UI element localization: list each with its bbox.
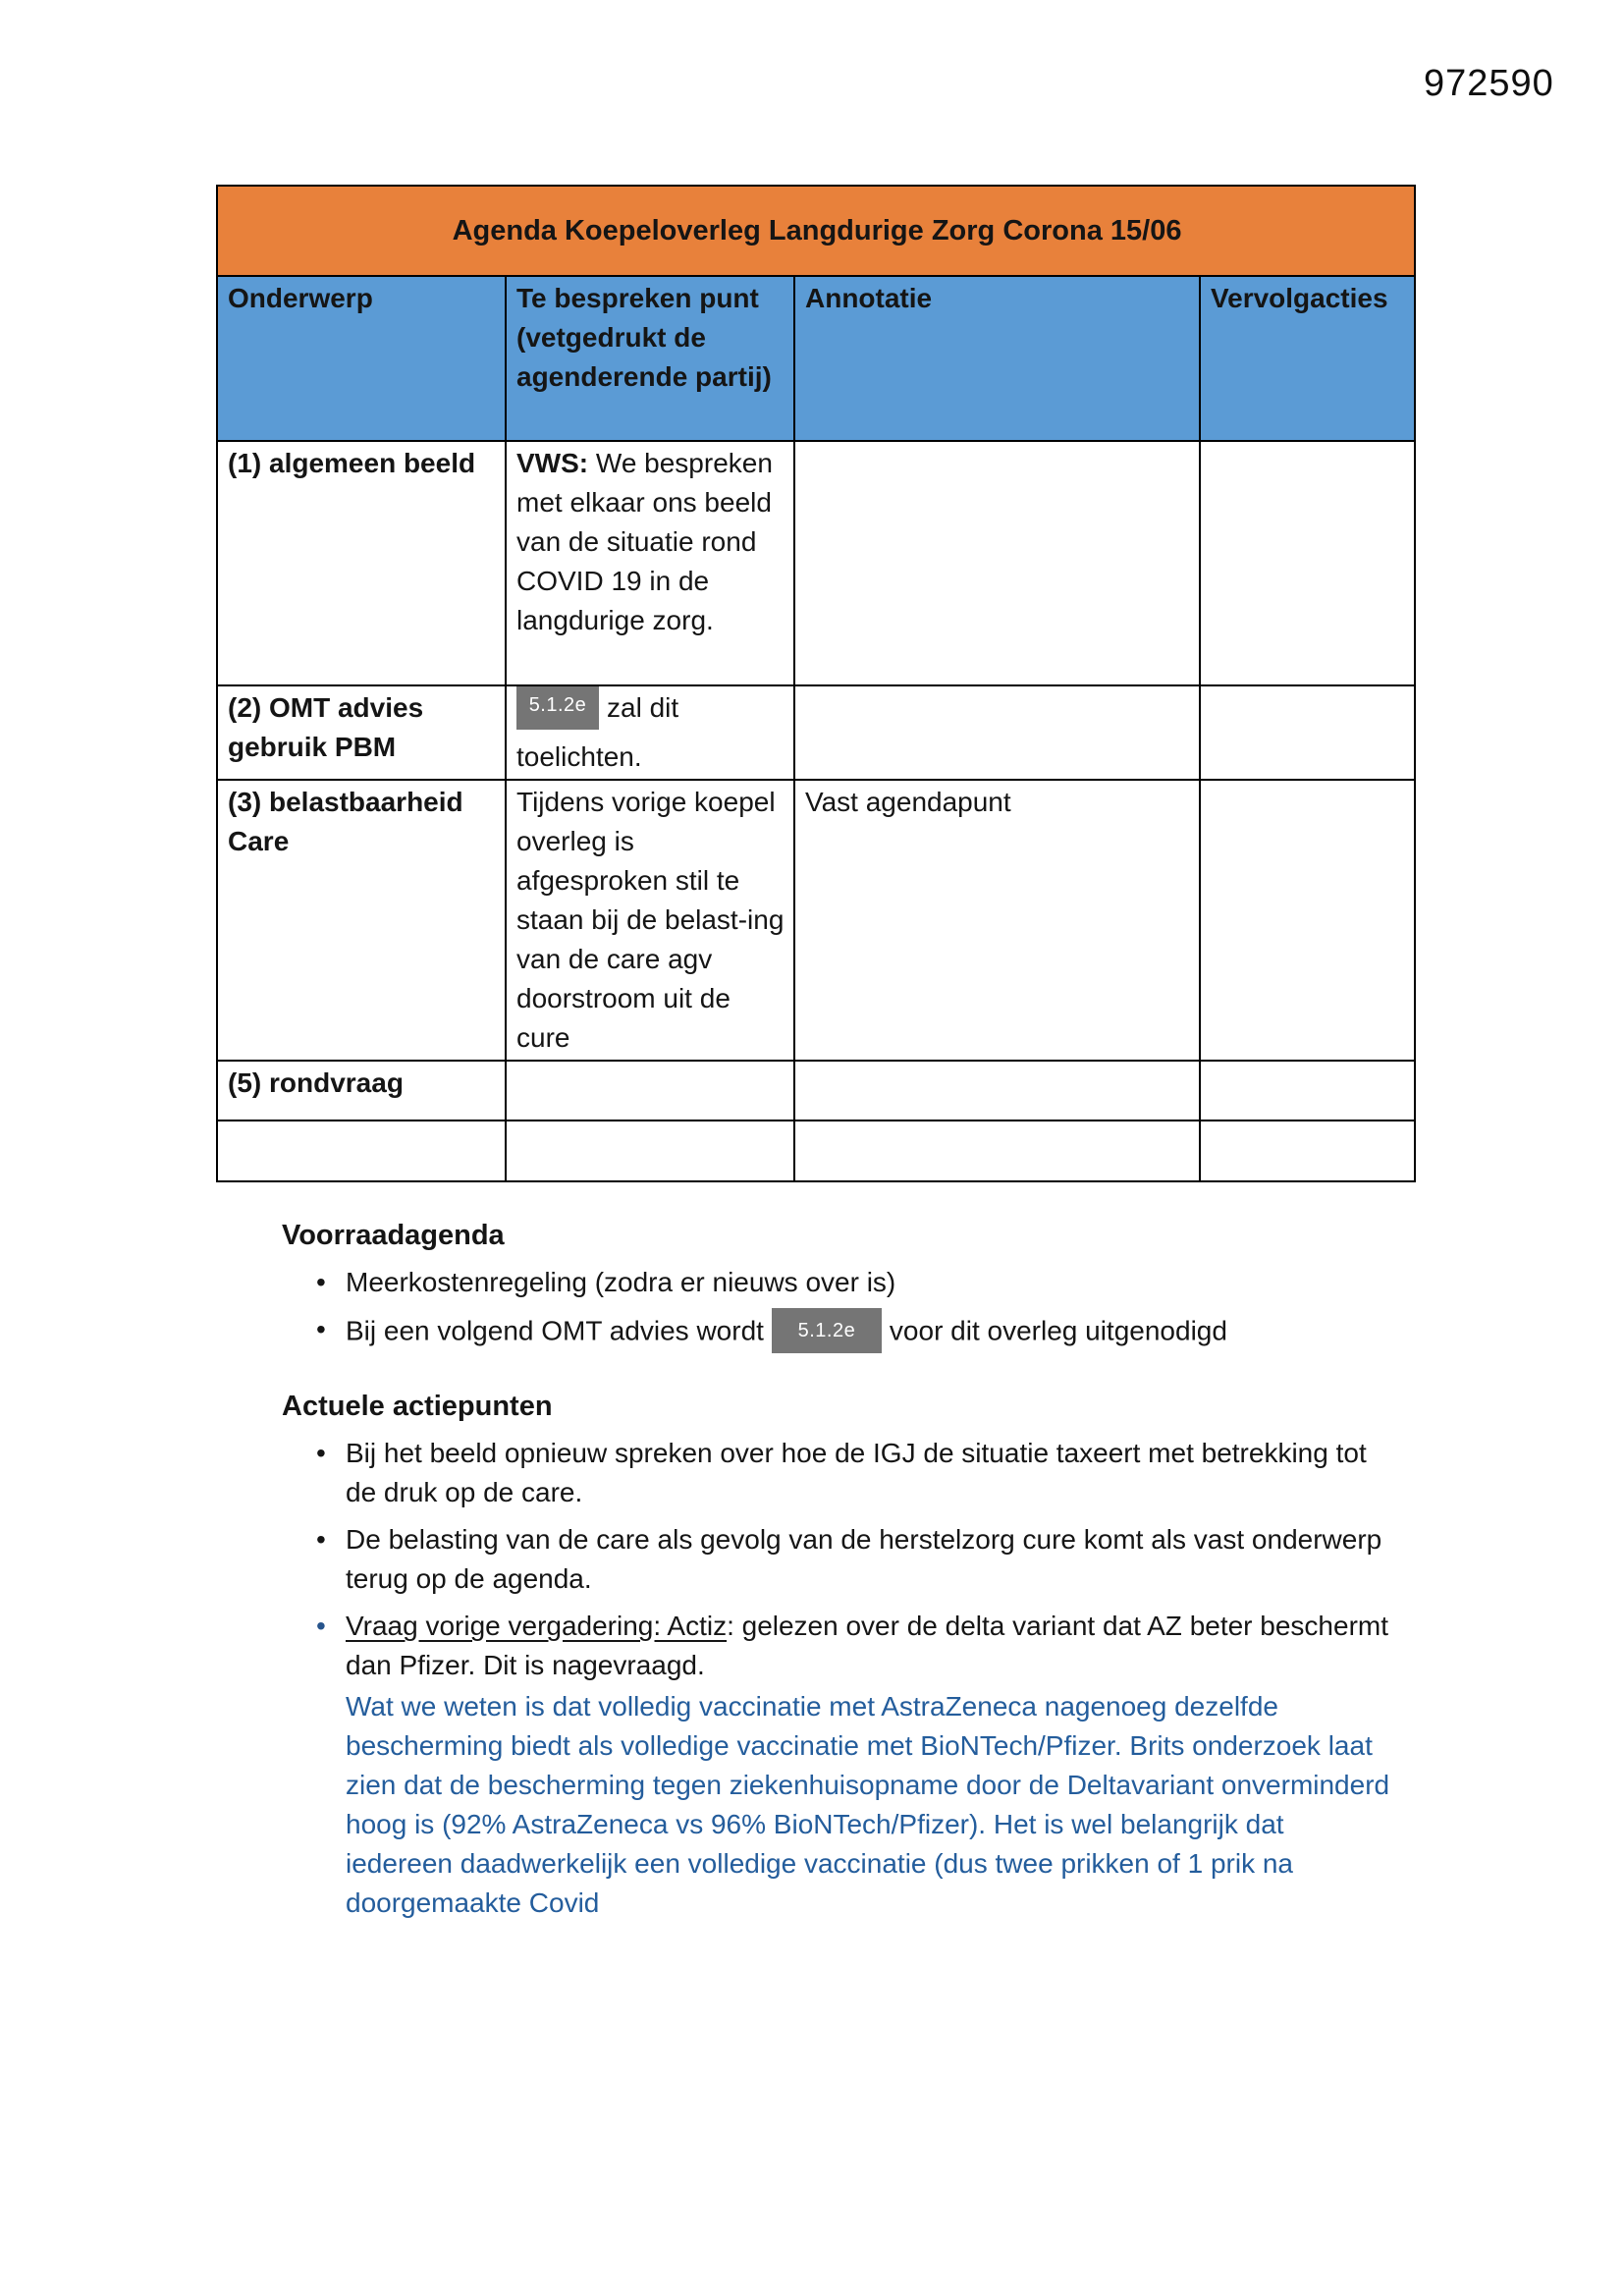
question-line (346, 1607, 1394, 1685)
agenda-table (216, 185, 1416, 1182)
table-title: Agenda Koepeloverleg Langdurige Zorg Corona 15/06 (217, 186, 1415, 276)
list-item (282, 1607, 1431, 1923)
table-row (217, 1061, 1415, 1121)
table-row (217, 780, 1415, 1061)
column-header-annotatie: Annotatie (794, 276, 1200, 441)
punt-text: zal dit toelichten. (516, 692, 679, 772)
cell-vervolgacties-4 (1200, 1061, 1415, 1121)
cell-annotatie-3: Vast agendapunt (794, 780, 1200, 1061)
cell-vervolgacties-1 (1200, 441, 1415, 685)
question-text: : gelezen over de delta variant dat AZ beter beschermt dan Pfizer. Dit is nagevraagd. (346, 1611, 1389, 1680)
column-header-vervolgacties: Vervolgacties (1200, 276, 1415, 441)
cell-annotatie-5 (794, 1121, 1200, 1181)
bullet-icon: • (316, 1611, 326, 1641)
column-header-te-bespreken-punt: Te bespreken punt (vetgedrukt de agenderende partij) (506, 276, 794, 441)
bullet-icon: • (316, 1314, 326, 1344)
agenda-party-label: VWS: (516, 448, 589, 478)
list-item-text: Bij het beeld opnieuw spreken over hoe de IGJ de situatie taxeert met betrekking tot de druk op de care. (346, 1438, 1367, 1507)
list-item-text: Meerkostenregeling (zodra er nieuws over is) (346, 1267, 896, 1297)
list-item-text (346, 1607, 1394, 1923)
cell-vervolgacties-3 (1200, 780, 1415, 1061)
underlined-label: Vraag vorige vergadering: Actiz (346, 1611, 728, 1641)
voorraadagenda-heading: Voorraadagenda (282, 1220, 505, 1251)
cell-onderwerp-1: (1) algemeen beeld (217, 441, 506, 685)
actiepunten-list (282, 1434, 1431, 1923)
cell-annotatie-4 (794, 1061, 1200, 1121)
voorraadagenda-list (282, 1263, 1431, 1355)
cell-onderwerp-2: (2) OMT advies gebruik PBM (217, 685, 506, 780)
bullet-icon: • (316, 1267, 326, 1297)
cell-punt-3: Tijdens vorige koepel overleg is afgesproken stil te staan bij de belast-ing van de care agv doorstroom uit de cure (506, 780, 794, 1061)
redaction-box: 5.1.2e (516, 685, 599, 730)
cell-onderwerp-4: (5) rondvraag (217, 1061, 506, 1121)
list-item (282, 1310, 1431, 1355)
text-after-redaction: voor dit overleg uitgenodigd (889, 1315, 1227, 1346)
notes-section (282, 1216, 1431, 1931)
cell-onderwerp-3: (3) belastbaarheid Care (217, 780, 506, 1061)
column-header-onderwerp: Onderwerp (217, 276, 506, 441)
table-row (217, 1121, 1415, 1181)
table-header-row (217, 276, 1415, 441)
cell-punt-2 (506, 685, 794, 780)
list-item (282, 1520, 1431, 1599)
list-item-text: De belasting van de care als gevolg van de herstelzorg cure komt als vast onderwerp terug op de agenda. (346, 1524, 1382, 1594)
list-item (282, 1263, 1431, 1302)
list-item-text (346, 1310, 1394, 1355)
cell-onderwerp-5 (217, 1121, 506, 1181)
redaction-box: 5.1.2e (772, 1308, 882, 1353)
answer-note-blue: Wat we weten is dat volledig vaccinatie met AstraZeneca nagenoeg dezelfde bescherming biedt als volledige vaccinatie met BioNTech/Pfizer. Brits onderzoek laat zien dat de bescherming tegen ziekenhuisopname door de Deltavariant onverminderd hoog is (92% AstraZeneca vs 96% BioNTech/Pfizer). Het is wel belangrijk dat iedereen daadwerkelijk een volledige vaccinatie (dus twee prikken of 1 prik na doorgemaakte Covid (346, 1691, 1390, 1918)
document-number: 972590 (1424, 63, 1554, 104)
bullet-icon: • (316, 1524, 326, 1555)
bullet-icon: • (316, 1438, 326, 1468)
cell-annotatie-1 (794, 441, 1200, 685)
punt-text: We bespreken met elkaar ons beeld van de situatie rond COVID 19 in de langdurige zorg. (516, 448, 773, 635)
table-row (217, 685, 1415, 780)
table-row (217, 441, 1415, 685)
cell-punt-4 (506, 1061, 794, 1121)
list-item (282, 1434, 1431, 1512)
actiepunten-heading: Actuele actiepunten (282, 1391, 553, 1422)
text-before-redaction: Bij een volgend OMT advies wordt (346, 1315, 764, 1346)
cell-vervolgacties-5 (1200, 1121, 1415, 1181)
cell-punt-1 (506, 441, 794, 685)
cell-punt-5 (506, 1121, 794, 1181)
table-title-row (217, 186, 1415, 276)
cell-vervolgacties-2 (1200, 685, 1415, 780)
cell-annotatie-2 (794, 685, 1200, 780)
